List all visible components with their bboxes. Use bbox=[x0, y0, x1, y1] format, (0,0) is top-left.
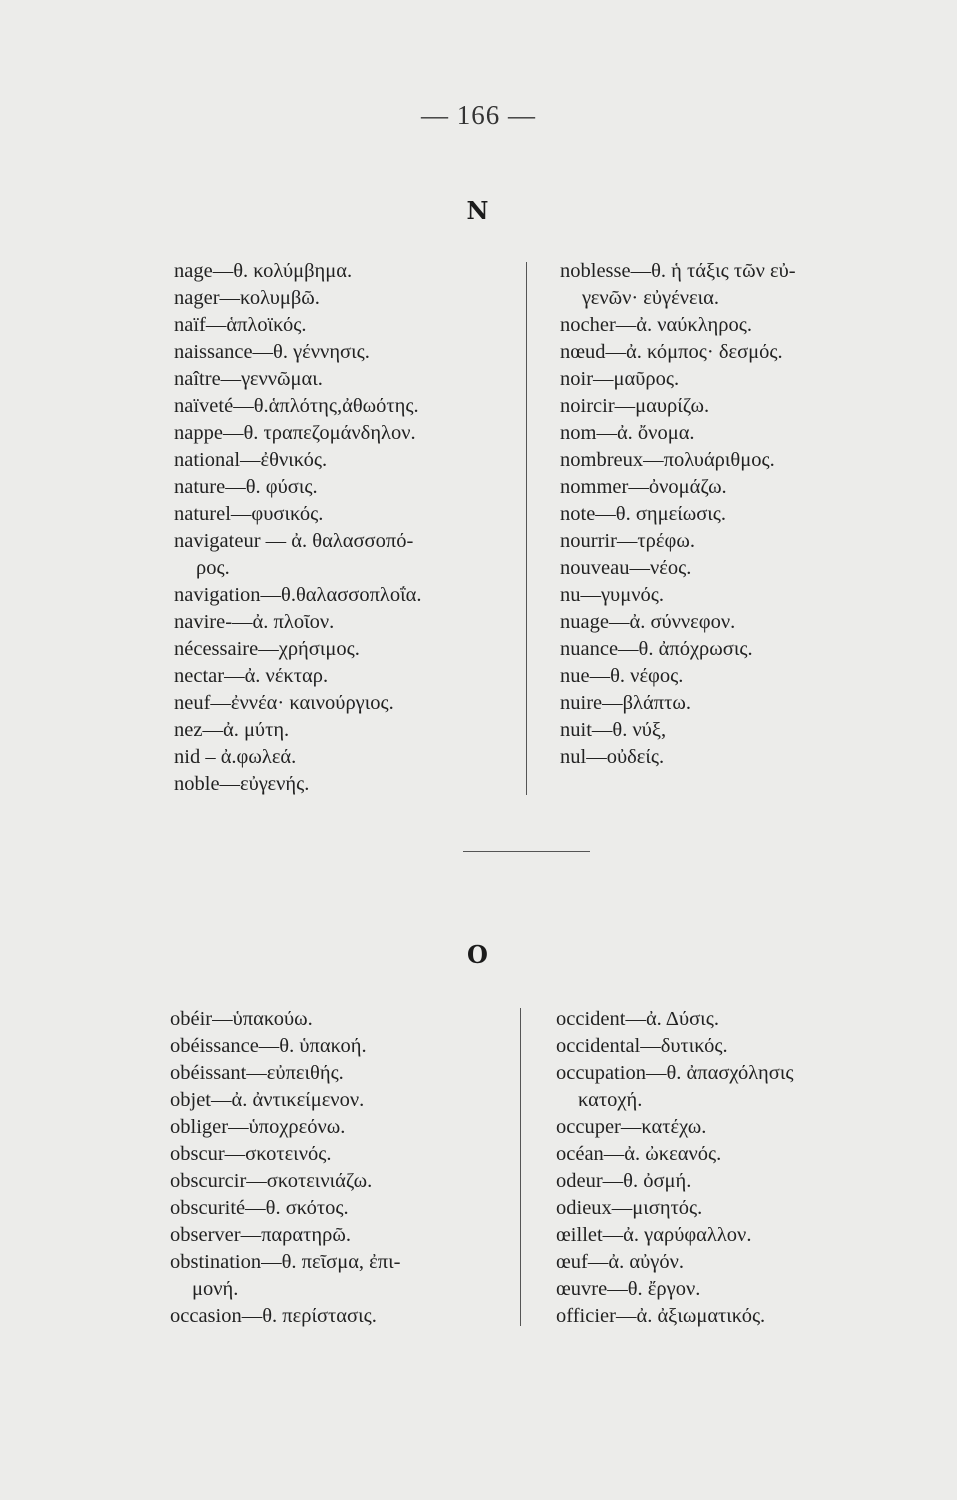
dictionary-entry: neuf—ἐννέα· καινούργιος. bbox=[174, 692, 394, 714]
dictionary-entry: navigateur — ἀ. θαλασσοπό- bbox=[174, 530, 414, 552]
page-number: — 166 — bbox=[421, 100, 536, 130]
dictionary-entry: nid – ἀ.φωλεά. bbox=[174, 746, 297, 768]
dictionary-entry: note—θ. σημείωσις. bbox=[560, 503, 727, 525]
dictionary-entry: nuire—βλάπτω. bbox=[560, 692, 691, 714]
dictionary-entry: obstination—θ. πεῖσμα, ἐπι- bbox=[170, 1251, 401, 1273]
dictionary-entry: noircir—μαυρίζω. bbox=[560, 395, 710, 417]
dictionary-entry: naturel—φυσικός. bbox=[174, 503, 324, 525]
dictionary-entry: odieux—μισητός. bbox=[556, 1197, 703, 1219]
dictionary-entry-continuation: μονή. bbox=[192, 1278, 239, 1300]
dictionary-entry: océan—ἀ. ὠκεανός. bbox=[556, 1143, 722, 1165]
dictionary-entry: obscur—σκοτεινός. bbox=[170, 1143, 332, 1165]
dictionary-entry: naïveté—θ.ἁπλότης,ἀθωότης. bbox=[174, 395, 419, 417]
dictionary-entry: obscurité—θ. σκότος. bbox=[170, 1197, 349, 1219]
column-divider bbox=[526, 262, 527, 795]
dictionary-entry: occuper—κατέχω. bbox=[556, 1116, 707, 1138]
dictionary-entry: nuance—θ. ἀπόχρωσις. bbox=[560, 638, 753, 660]
dictionary-entry: nombreux—πολυάριθμος. bbox=[560, 449, 775, 471]
dictionary-entry: odeur—θ. ὀσμή. bbox=[556, 1170, 692, 1192]
dictionary-entry: nouveau—νέος. bbox=[560, 557, 692, 579]
dictionary-entry: nul—οὐδείς. bbox=[560, 746, 665, 768]
dictionary-entry: noir—μαῦρος. bbox=[560, 368, 680, 390]
dictionary-entry: œuf—ἀ. αὐγόν. bbox=[556, 1251, 684, 1273]
section-letter-n: N bbox=[466, 196, 491, 225]
dictionary-entry: nage—θ. κολύμβημα. bbox=[174, 260, 353, 282]
dictionary-entry: occidental—δυτικός. bbox=[556, 1035, 728, 1057]
entry-column-n-right bbox=[560, 258, 796, 771]
entry-column-o-right bbox=[556, 1006, 793, 1330]
dictionary-entry: occupation—θ. ἀπασχόλησις bbox=[556, 1062, 794, 1084]
dictionary-entry: officier—ἀ. ἀξιωματικός. bbox=[556, 1305, 766, 1327]
dictionary-entry: obscurcir—σκοτεινιάζω. bbox=[170, 1170, 373, 1192]
dictionary-entry: obéir—ὑπακούω. bbox=[170, 1008, 313, 1030]
dictionary-entry: nuage—ἀ. σύννεφον. bbox=[560, 611, 736, 633]
dictionary-entry: nature—θ. φύσις. bbox=[174, 476, 318, 498]
dictionary-entry: naître—γεννῶμαι. bbox=[174, 368, 323, 390]
dictionary-entry-continuation: ρος. bbox=[196, 557, 230, 579]
dictionary-entry: obéissant—εὐπειθής. bbox=[170, 1062, 344, 1084]
dictionary-entry: naïf—ἁπλοϊκός. bbox=[174, 314, 307, 336]
dictionary-entry: nécessaire—χρήσιμος. bbox=[174, 638, 360, 660]
dictionary-entry: naissance—θ. γέννησις. bbox=[174, 341, 370, 363]
dictionary-entry: obliger—ὑποχρεόνω. bbox=[170, 1116, 346, 1138]
dictionary-entry: nom—ἀ. ὄνομα. bbox=[560, 422, 695, 444]
dictionary-entry: nectar—ἀ. νέκταρ. bbox=[174, 665, 329, 687]
entry-column-o-left bbox=[170, 1006, 401, 1330]
dictionary-entry: occasion—θ. περίστασις. bbox=[170, 1305, 377, 1327]
dictionary-entry: nommer—ὀνομάζω. bbox=[560, 476, 727, 498]
dictionary-entry: navigation—θ.θαλασσοπλοΐα. bbox=[174, 584, 422, 606]
dictionary-entry: œillet—ἀ. γαρύφαλλον. bbox=[556, 1224, 752, 1246]
dictionary-entry: noblesse—θ. ἡ τάξις τῶν εὐ- bbox=[560, 260, 796, 282]
dictionary-entry: nager—κολυμβῶ. bbox=[174, 287, 320, 309]
entry-column-n-left bbox=[174, 258, 422, 798]
dictionary-entry: nourrir—τρέφω. bbox=[560, 530, 695, 552]
dictionary-entry: observer—παρατηρῶ. bbox=[170, 1224, 351, 1246]
dictionary-entry: nez—ἀ. μύτη. bbox=[174, 719, 290, 741]
dictionary-entry: noble—εὐγενής. bbox=[174, 773, 310, 795]
section-letter-o: O bbox=[467, 940, 490, 969]
dictionary-entry: national—ἐθνικός. bbox=[174, 449, 328, 471]
dictionary-entry-continuation: γενῶν· εὐγένεια. bbox=[582, 287, 719, 309]
dictionary-entry: nœud—ἀ. κόμπος· δεσμός. bbox=[560, 341, 783, 363]
dictionary-entry: objet—ἀ. ἀντικείμενον. bbox=[170, 1089, 365, 1111]
dictionary-entry: œuvre—θ. ἔργον. bbox=[556, 1278, 701, 1300]
dictionary-entry: nue—θ. νέφος. bbox=[560, 665, 684, 687]
dictionary-entry: nu—γυμνός. bbox=[560, 584, 664, 606]
dictionary-entry: occident—ἀ. Δύσις. bbox=[556, 1008, 719, 1030]
dictionary-entry: nuit—θ. νύξ, bbox=[560, 719, 667, 741]
section-separator bbox=[463, 851, 590, 852]
dictionary-entry: navire-—ἀ. πλοῖον. bbox=[174, 611, 335, 633]
dictionary-entry: nocher—ἀ. ναύκληρος. bbox=[560, 314, 752, 336]
dictionary-entry: obéissance—θ. ὑπακοή. bbox=[170, 1035, 367, 1057]
dictionary-entry: nappe—θ. τραπεζομάνδηλον. bbox=[174, 422, 416, 444]
column-divider bbox=[520, 1008, 521, 1326]
dictionary-entry-continuation: κατοχή. bbox=[578, 1089, 643, 1111]
